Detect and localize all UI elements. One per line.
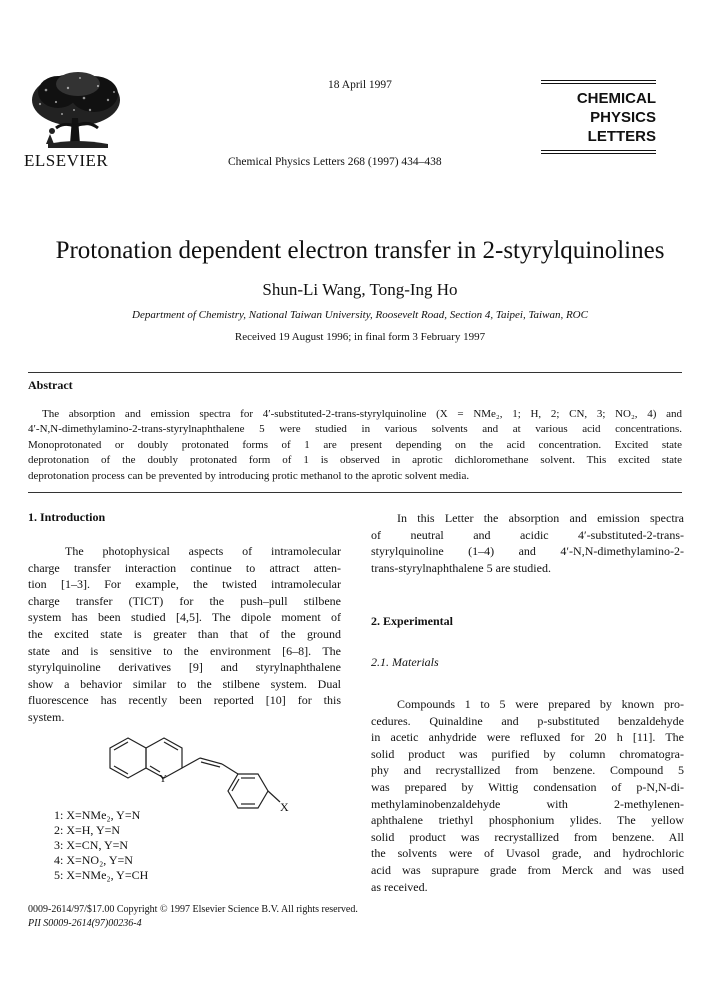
journal-title-line: PHYSICS bbox=[590, 109, 656, 126]
abstract-line: deprotonation process can be prevented by introducing protic methanol to the aprotic solvent media. bbox=[28, 469, 470, 482]
intro-line: styrylquinoline derivatives [9] and styrylnaphthalene bbox=[28, 660, 341, 675]
abstract-line: The absorption and emission spectra for 4′-substituted-2-trans-styrylquinoline (X = NMe₂, 1; H, 2; CN, 3; NO₂, 4) and bbox=[42, 408, 682, 420]
materials-line: as received. bbox=[371, 879, 428, 894]
materials-line: was prepared by Wittig condensation of p-N,N-di- bbox=[371, 779, 684, 794]
intro-line: charge transfer interaction continue to attract atten- bbox=[28, 560, 341, 575]
journal-title-block bbox=[541, 80, 656, 154]
intro-line: tion [1–3]. For example, the twisted intramolecular bbox=[28, 577, 341, 592]
right-intro-line: trans-styrylnaphthalene 5 are studied. bbox=[371, 560, 551, 575]
abstract-line: Monoprotonated or doubly protonated forms of 1 are present depending on the acid concentration. Excited state bbox=[28, 438, 682, 451]
pii-line: PII S0009-2614(97)00236-4 bbox=[28, 918, 142, 929]
right-intro-body bbox=[371, 510, 684, 576]
materials-line: cedures. Quinaldine and p-substituted benzaldehyde bbox=[371, 713, 684, 728]
intro-line: fluorescence has recently been reported [10] for this bbox=[28, 693, 341, 708]
x-label: X bbox=[280, 800, 289, 814]
intro-line: system has been studied [4,5]. The dipole moment of bbox=[28, 610, 341, 625]
materials-heading: 2.1. Materials bbox=[371, 655, 439, 669]
abstract-bottom-rule bbox=[28, 492, 682, 493]
issue-date: 18 April 1997 bbox=[328, 79, 392, 91]
compound-item: 5: X=NMe₂, Y=CH bbox=[54, 868, 149, 882]
journal-title-line: CHEMICAL bbox=[576, 90, 656, 107]
abstract-body bbox=[28, 407, 682, 484]
compound-item: 2: X=H, Y=N bbox=[54, 823, 121, 837]
right-intro-line: of neutral and acidic 4′-substituted-2-trans- bbox=[371, 527, 684, 542]
publisher-name: ELSEVIER bbox=[24, 151, 109, 170]
abstract-line: deprotonation of the doubly protonated form of 1 is observed in aprotic dichloromethane solvent. This excited state bbox=[28, 454, 682, 467]
intro-body bbox=[28, 543, 341, 726]
compound-list bbox=[54, 808, 148, 883]
materials-line: Compounds 1 to 5 were prepared by known pro- bbox=[397, 697, 684, 711]
compound-item: 4: X=NO₂, Y=N bbox=[54, 853, 133, 867]
article-title: Protonation dependent electron transfer in 2-styrylquinolines bbox=[55, 237, 665, 264]
abstract-heading: Abstract bbox=[28, 378, 73, 392]
materials-line: in acetic anhydride were refluxed for 20 h [11]. The bbox=[371, 730, 684, 745]
intro-line: show a behavior similar to the stilbene system. Dual bbox=[28, 676, 341, 691]
intro-line: system. bbox=[28, 709, 65, 724]
compound-item: 1: X=NMe₂, Y=N bbox=[54, 808, 141, 822]
materials-body bbox=[371, 696, 684, 895]
materials-line: the solvents were of Uvasol grade, and hydrochloric bbox=[371, 846, 684, 861]
journal-title-line: LETTERS bbox=[587, 128, 656, 145]
right-intro-line: styrylquinoline (1–4) and 4′-N,N-dimethylamino-2- bbox=[371, 544, 684, 559]
citation: Chemical Physics Letters 268 (1997) 434–438 bbox=[228, 156, 442, 168]
materials-line: acid was suprapure grade from Merck and was used bbox=[371, 862, 684, 877]
experimental-heading: 2. Experimental bbox=[371, 614, 453, 628]
y-label: Y bbox=[159, 773, 167, 785]
received-dates: Received 19 August 1996; in final form 3 February 1997 bbox=[234, 331, 486, 343]
intro-line: charge transfer (TICT) for the push–pull stilbene bbox=[28, 593, 341, 608]
intro-line: the excited state is greater than that of the ground bbox=[28, 626, 341, 641]
materials-line: methylaminobenzaldehyde with 2-methylenen- bbox=[371, 796, 684, 811]
authors: Shun-Li Wang, Tong-Ing Ho bbox=[262, 280, 458, 299]
materials-line: phy and recrystallized from benzene. Compound 5 bbox=[371, 763, 684, 778]
abstract-top-rule bbox=[28, 372, 682, 373]
compound-item: 3: X=CN, Y=N bbox=[54, 838, 129, 852]
materials-line: solid product was purified by column chromatogra- bbox=[371, 746, 684, 761]
intro-line: The photophysical aspects of intramolecular bbox=[65, 544, 341, 558]
abstract-line: 4′-N,N-dimethylamino-2-trans-styrylnaphthalene 5 were studied in various solvents and at various acid concentrations. bbox=[28, 423, 682, 436]
affiliation: Department of Chemistry, National Taiwan University, Roosevelt Road, Section 4, Taipei, Taiwan, ROC bbox=[132, 309, 588, 321]
copyright-line: 0009-2614/97/$17.00 Copyright © 1997 Elsevier Science B.V. All rights reserved. bbox=[28, 904, 358, 915]
right-intro-line: In this Letter the absorption and emission spectra bbox=[397, 511, 684, 525]
materials-line: aphthalene triethyl phosphonium ylides. The yellow bbox=[371, 813, 684, 828]
intro-heading: 1. Introduction bbox=[28, 510, 106, 524]
intro-line: state and is sensitive to the environment [6–8]. The bbox=[28, 643, 341, 658]
materials-line: solid product was recrystallized from benzene. All bbox=[371, 829, 684, 844]
